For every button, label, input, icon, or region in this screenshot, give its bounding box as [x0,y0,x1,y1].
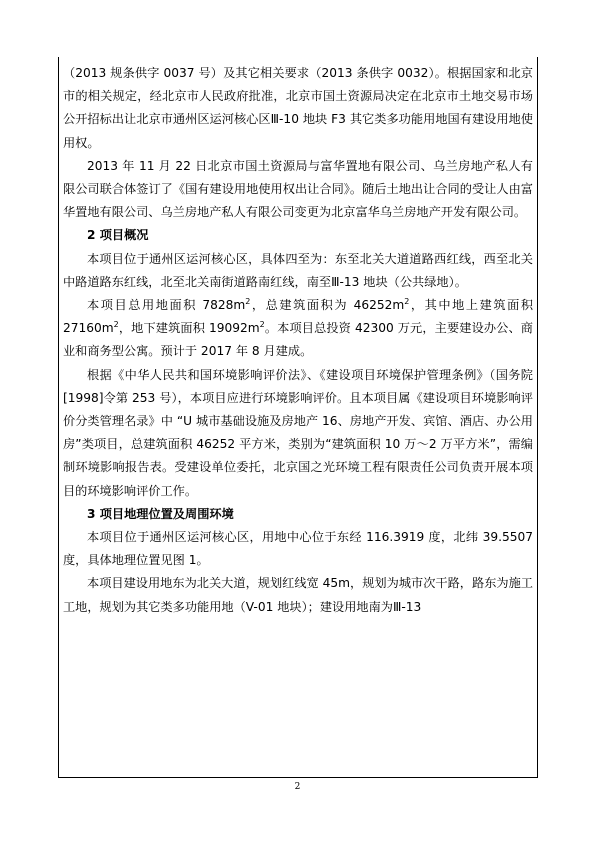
page-number: 2 [294,782,301,792]
document-body [63,62,533,619]
paragraph-location-bounds: 本项目位于通州区运河核心区，具体四至为：东至北关大道道路西红线，西至北关中路道路东红线，北至北关南街道路南红线，南至Ⅲ-13 地块（公共绿地）。 [63,251,533,289]
paragraph-area: 本项目总用地面积 $7828m^2$，总建筑面积为 $46252m^2$，其中地上建筑面积 $27160m^2$，地下建筑面积 $19092m^2$。本项目总投资 42300 万元，主要建设办公、商业和商务型公寓。预计于 2017 年 8 月建成。 [63,296,534,359]
paragraph-contract: 2013 年 11 月 22 日北京市国土资源局与富华置地有限公司、乌兰房地产私人有限公司联合体签订了《国有建设用地使用权出让合同》。随后土地出让合同的受让人由富华置地有限公司、乌兰房地产私人有限公司变更为北京富华乌兰房地产开发有限公司。 [63,158,533,220]
paragraph-surroundings: 本项目建设用地东为北关大道，规划红线宽 45m，规划为城市次干路，路东为施工工地，规划为其它类多功能用地（V-01 地块）；建设用地南为Ⅲ-13 [63,576,533,614]
paragraph-eia-basis: 根据《中华人民共和国环境影响评价法》、《建设项目环境保护管理条例》（国务院[1998]令第 253 号），本项目应进行环境影响评价。且本项目属《建设项目环境影响评价分类管理名录》中 “U 城市基础设施及房地产 16、房地产开发、宾馆、酒店、办公用房”类项目，总建筑面积 46252 平方米，类别为“建筑面积 10 万～2 万平方米”，需编制环境影响报告表。受建设单位委托，北京国之光环境工程有限责任公司负责开展本项目的环境影响评价工作。 [63,367,533,498]
paragraph-coordinates: 本项目位于通州区运河核心区，用地中心位于东经 116.3919 度，北纬 39.5507 度，具体地理位置见图 1。 [63,530,533,568]
section-heading-overview: 2 项目概况 [87,228,149,243]
section-heading-location: 3 项目地理位置及周围环境 [87,506,234,521]
paragraph-continuation: （2013 规条供字 0037 号）及其它相关要求（2013 条供字 0032）。根据国家和北京市的相关规定，经北京市人民政府批准，北京市国土资源局决定在北京市土地交易市场公开招标出让北京市通州区运河核心区Ⅲ-10 地块 F3 其它类多功能用地国有建设用地使用权。 [63,66,533,150]
